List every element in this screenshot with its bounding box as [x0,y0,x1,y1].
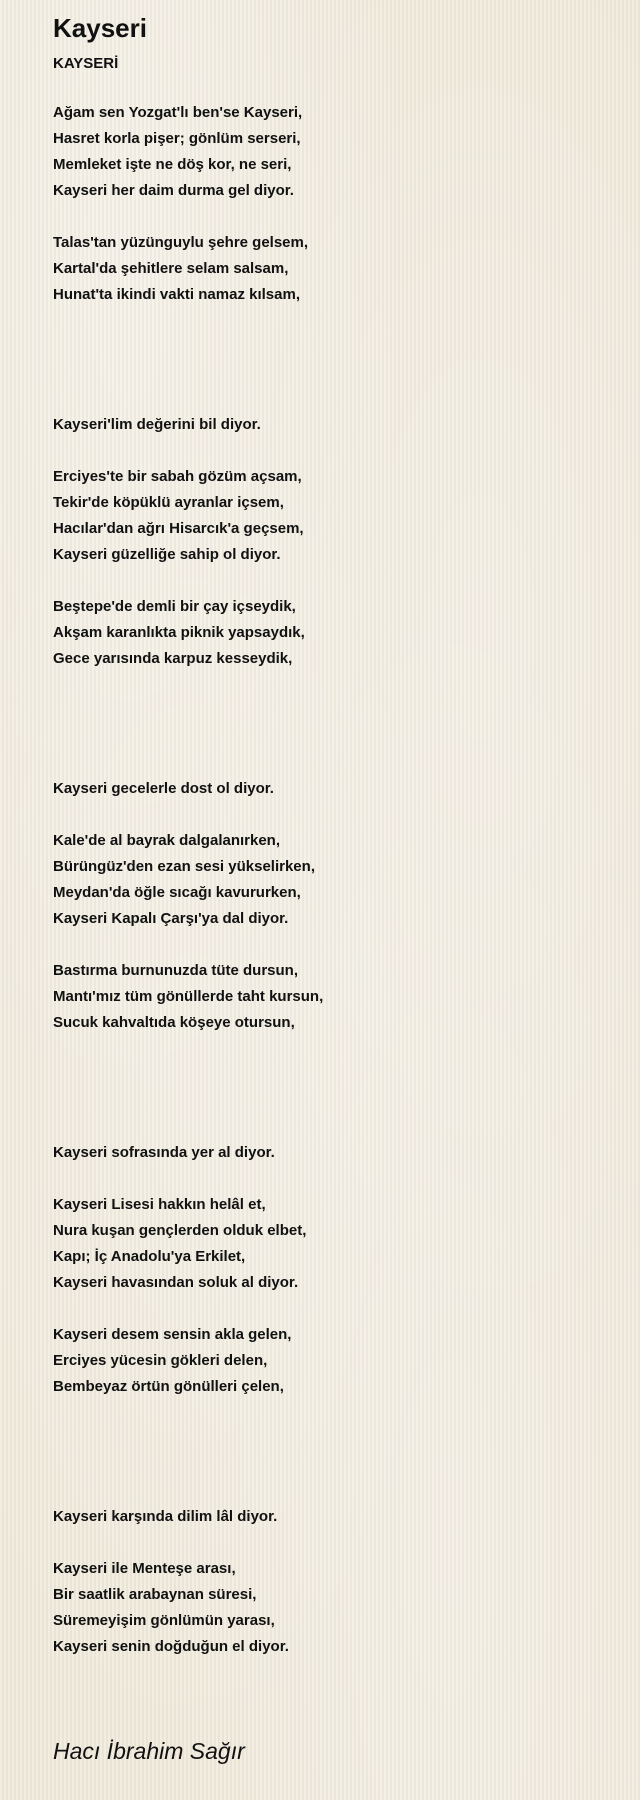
poem-line: Meydan'da öğle sıcağı kavururken, [53,884,301,901]
poem-line: Kayseri desem sensin akla gelen, [53,1326,292,1343]
poem-line [53,1296,613,1322]
poem-line [53,1530,613,1556]
poem-line: Kayseri havasından soluk al diyor. [53,1274,299,1291]
poem-line: Ağam sen Yozgat'lı ben'se Kayseri, [53,104,303,121]
poem-line [53,1166,613,1192]
poem-line [53,204,613,230]
poem-line: Hacılar'dan ağrı Hisarcık'a geçsem, [53,520,304,537]
poem-line [53,802,613,828]
poem-line [53,1088,613,1114]
poem-line: Bembeyaz örtün gönülleri çelen, [53,1378,284,1395]
poem-line: Kayseri senin doğduğun el diyor. [53,1638,289,1655]
poem-line: Kayseri her daim durma gel diyor. [53,182,294,199]
poem-line: Hasret korla pişer; gönlüm serseri, [53,130,301,147]
poem-line [53,698,613,724]
poem-line: Kayseri'lim değerini bil diyor. [53,416,261,433]
poem-line [53,1452,613,1478]
poem-line: Erciyes yücesin gökleri delen, [53,1352,268,1369]
poem-container [53,10,613,1660]
poem-line [53,672,613,698]
poem-line: Kayseri ile Menteşe arası, [53,1560,236,1577]
poem-body [53,100,613,1660]
poem-line [53,308,613,334]
poem-line: Nura kuşan gençlerden olduk elbet, [53,1222,307,1239]
poem-line [53,1036,613,1062]
poem-line [53,1426,613,1452]
poem-line [53,750,613,776]
poem-line [53,386,613,412]
poem-line [53,1400,613,1426]
poem-line [53,1478,613,1504]
poem-subtitle: KAYSERİ [53,55,119,72]
poem-line: Kayseri Kapalı Çarşı'ya dal diyor. [53,910,289,927]
poem-line: Bastırma burnunuzda tüte dursun, [53,962,299,979]
poem-line: Kayseri Lisesi hakkın helâl et, [53,1196,266,1213]
poem-line [53,1062,613,1088]
poem-line: Erciyes'te bir sabah gözüm açsam, [53,468,302,485]
poem-line: Tekir'de köpüklü ayranlar içsem, [53,494,284,511]
poem-line: Sucuk kahvaltıda köşeye otursun, [53,1014,295,1031]
poem-line [53,360,613,386]
poem-line: Bürüngüz'den ezan sesi yükselirken, [53,858,315,875]
poem-line: Kayseri karşında dilim lâl diyor. [53,1508,278,1525]
poem-line: Talas'tan yüzünguylu şehre gelsem, [53,234,309,251]
poem-line: Kayseri gecelerle dost ol diyor. [53,780,274,797]
poem-line: Gece yarısında karpuz kesseydik, [53,650,293,667]
poem-line: Kartal'da şehitlere selam salsam, [53,260,289,277]
poem-line [53,568,613,594]
poem-line: Kayseri sofrasında yer al diyor. [53,1144,275,1161]
poem-line: Kale'de al bayrak dalgalanırken, [53,832,281,849]
poem-title: Kayseri [53,13,147,43]
poem-line: Memleket işte ne döş kor, ne seri, [53,156,292,173]
poem-line: Bir saatlik arabaynan süresi, [53,1586,257,1603]
poem-line: Kayseri güzelliğe sahip ol diyor. [53,546,281,563]
poem-line: Kapı; İç Anadolu'ya Erkilet, [53,1248,246,1265]
poem-line: Mantı'mız tüm gönüllerde taht kursun, [53,988,324,1005]
poem-line [53,334,613,360]
poem-line [53,438,613,464]
poem-line [53,932,613,958]
poem-line: Beştepe'de demli bir çay içseydik, [53,598,296,615]
poem-line [53,724,613,750]
poem-line: Hunat'ta ikindi vakti namaz kılsam, [53,286,300,303]
author-signature: Hacı İbrahim Sağır [53,1738,245,1764]
poem-line: Akşam karanlıkta piknik yapsaydık, [53,624,305,641]
poem-line: Süremeyişim gönlümün yarası, [53,1612,275,1629]
poem-line [53,1114,613,1140]
